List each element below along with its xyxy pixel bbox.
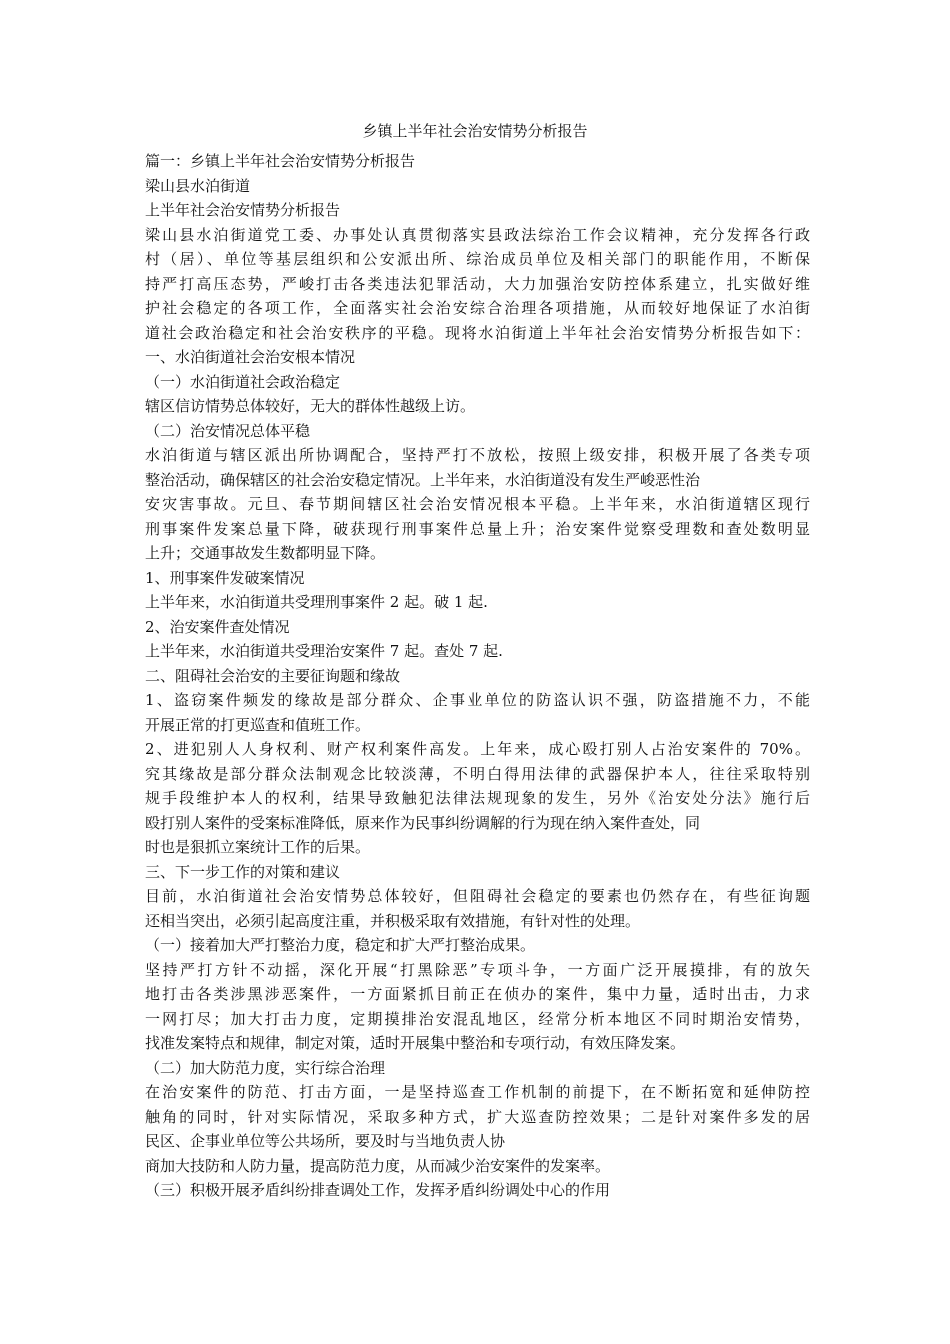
text-line: 2、治安案件查处情况 <box>145 617 290 636</box>
text-line: 上半年来，水泊街道共受理治安案件 7 起。查处 7 起. <box>145 642 503 660</box>
text-line: 三、下一步工作的对策和建议 <box>145 862 341 881</box>
text-line: 殴打别人案件的受案标准降低，原来作为民事纠纷调解的行为现在纳入案件查处，同 <box>145 813 701 832</box>
text-line: 2、进犯别人人身权利、财产权利案件高发。上年来，成心殴打别人占治安案件的 70%。 <box>145 740 810 758</box>
text-line: 村（居）、单位等基层组织和公安派出所、综治成员单位及相关部门的职能作用，不断保 <box>145 250 810 268</box>
text-line: 在治安案件的防范、打击方面，一是坚持巡查工作机制的前提下，在不断拓宽和延伸防控 <box>145 1083 810 1101</box>
text-line: 民区、企事业单位等公共场所，要及时与当地负责人协 <box>145 1132 506 1150</box>
text-line: 时也是狠抓立案统计工作的后果。 <box>145 838 371 856</box>
text-line: 梁山县水泊街道党工委、办事处认真贯彻落实县政法综治工作会议精神，充分发挥各行政 <box>145 225 810 244</box>
text-line: 目前，水泊街道社会治安情势总体较好，但阻碍社会稳定的要素也仍然存在，有些征询题 <box>145 887 810 905</box>
text-line: （三）积极开展矛盾纠纷排查调处工作，发挥矛盾纠纷调处中心的作用 <box>145 1181 611 1199</box>
text-line: 1、刑事案件发破案情况 <box>145 568 305 587</box>
text-line: 梁山县水泊街道 <box>145 176 251 195</box>
text-line: 安灾害事故。元旦、春节期间辖区社会治安情况根本平稳。上半年来，水泊街道辖区现行 <box>145 495 810 513</box>
text-line: 坚持严打方针不动摇，深化开展“打黑除恶”专项斗争，一方面广泛开展摸排，有的放矢 <box>145 960 810 979</box>
document-body <box>145 149 810 1203</box>
text-line: 商加大技防和人防力量，提高防范力度，从而减少治安案件的发案率。 <box>145 1156 611 1175</box>
text-line: 辖区信访情势总体较好，无大的群体性越级上访。 <box>145 397 476 415</box>
text-line: 护社会稳定的各项工作，全面落实社会治安综合治理各项措施，从而较好地保证了水泊街 <box>145 299 810 317</box>
document-title: 乡镇上半年社会治安情势分析报告 <box>362 122 588 140</box>
text-line: （二）治安情况总体平稳 <box>145 421 311 440</box>
text-line: 规手段维护本人的权利，结果导致触犯法律法规现象的发生，另外《治安处分法》施行后 <box>145 789 810 807</box>
text-line: 刑事案件发案总量下降，破获现行刑事案件总量上升；治安案件觉察受理数和查处数明显 <box>145 519 810 538</box>
text-line: 持严打高压态势，严峻打击各类违法犯罪活动，大力加强治安防控体系建立，扎实做好维 <box>145 274 810 293</box>
text-line: 触角的同时，针对实际情况，采取多种方式，扩大巡查防控效果；二是针对案件多发的居 <box>145 1107 810 1126</box>
text-line: 1、盗窃案件频发的缘故是部分群众、企事业单位的防盗认识不强，防盗措施不力，不能 <box>145 691 810 709</box>
text-line: 地打击各类涉黑涉恶案件，一方面紧抓目前正在侦办的案件，集中力量，适时出击，力求 <box>145 985 810 1003</box>
text-line: 还相当突出，必须引起高度注重，并积极采取有效措施，有针对性的处理。 <box>145 911 641 930</box>
text-line: 水泊街道与辖区派出所协调配合，坚持严打不放松，按照上级安排，积极开展了各类专项 <box>145 446 810 464</box>
text-line: （一）接着加大严打整治力度，稳定和扩大严打整治成果。 <box>145 936 536 954</box>
text-line: 开展正常的打更巡查和值班工作。 <box>145 715 371 734</box>
text-line: 道社会政治稳定和社会治安秩序的平稳。现将水泊街道上半年社会治安情势分析报告如下： <box>145 323 810 342</box>
text-line: 上半年社会治安情势分析报告 <box>145 201 341 219</box>
text-line: （一）水泊街道社会政治稳定 <box>145 372 341 391</box>
text-line: 找准发案特点和规律，制定对策，适时开展集中整治和专项行动，有效压降发案。 <box>145 1034 686 1052</box>
text-line: 上升；交通事故发生数都明显下降。 <box>145 544 386 562</box>
text-line: 一、水泊街道社会治安根本情况 <box>145 348 356 366</box>
text-line: 二、阻碍社会治安的主要征询题和缘故 <box>145 666 401 685</box>
text-line: 一网打尽；加大打击力度，定期摸排治安混乱地区，经常分析本地区不同时期治安情势， <box>145 1009 810 1028</box>
text-line: （二）加大防范力度，实行综合治理 <box>145 1058 386 1077</box>
text-line: 整治活动，确保辖区的社会治安稳定情况。上半年来，水泊街道没有发生严峻恶性治 <box>145 470 701 489</box>
text-line: 究其缘故是部分群众法制观念比较淡薄，不明白得用法律的武器保护本人，往往采取特别 <box>145 764 810 783</box>
text-line: 篇一：乡镇上半年社会治安情势分析报告 <box>145 152 416 170</box>
text-line: 上半年来，水泊街道共受理刑事案件 2 起。破 1 起. <box>145 593 488 611</box>
